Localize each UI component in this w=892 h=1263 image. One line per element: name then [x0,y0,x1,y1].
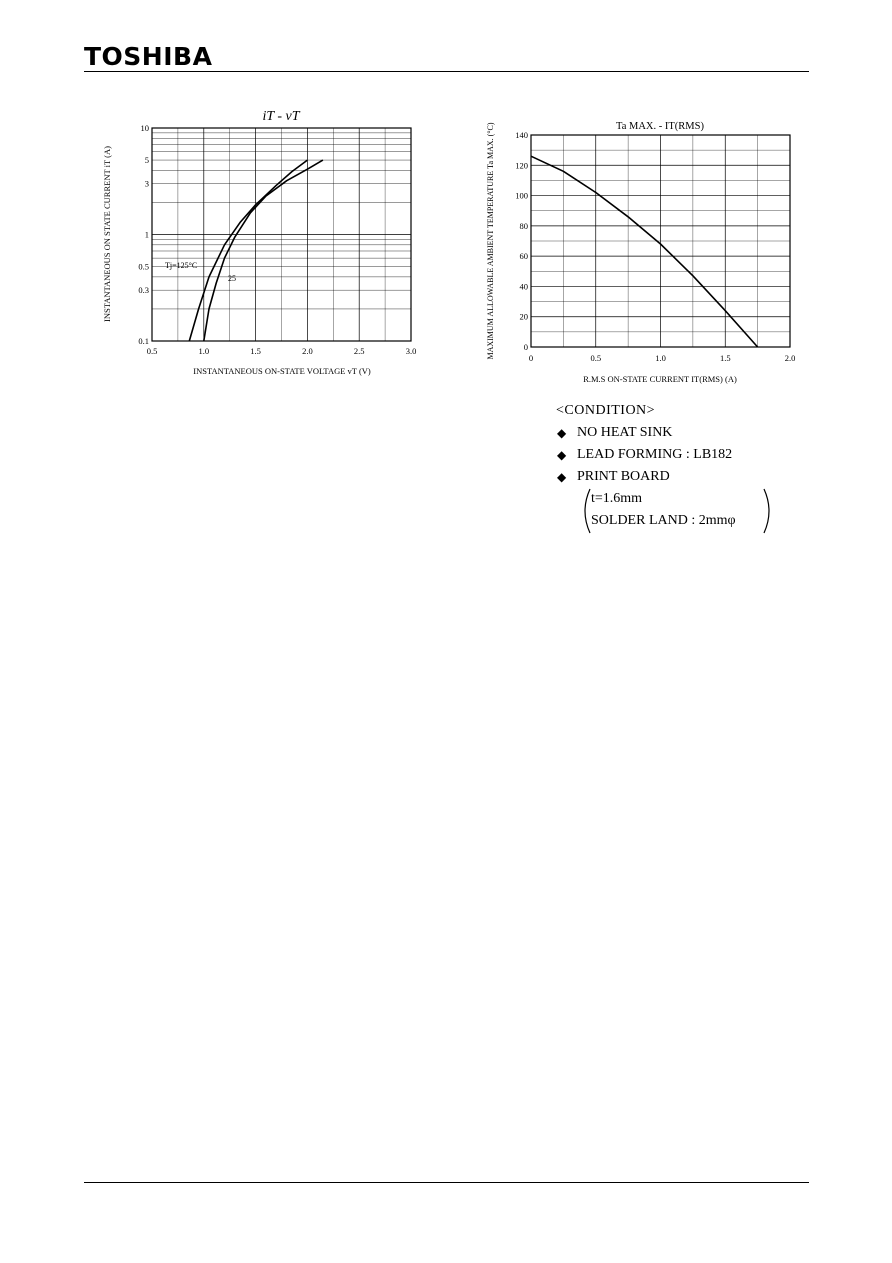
chart1-x-tick-label: 0.5 [146,346,158,356]
chart1-y-tick-label: 5 [144,155,149,166]
chart2-y-tick-label: 80 [519,220,528,231]
right-paren-shape [762,488,776,534]
chart1-y-tick-label: 0.1 [138,336,149,346]
chart1-x-tick-label: 1.5 [250,346,261,356]
chart1-annotation-25: 25 [228,274,236,283]
chart2-xlabel: R.M.S ON-STATE CURRENT IT(RMS) (A) [583,374,737,384]
toshiba-logo: TOSHIBA [84,42,213,71]
condition-item [556,466,736,488]
left-paren-shape [578,488,592,534]
chart1-x-tick-label: 2.0 [302,346,313,356]
chart2-y-tick-label: 20 [519,311,528,322]
chart2-x-tick-label: 0 [528,353,534,363]
chart2-y-tick-label: 0 [523,342,528,352]
chart1-y-tick-label: 0.3 [138,285,149,296]
chart1-x-tick-label: 1.0 [198,346,210,356]
chart1-x-tick-label: 2.5 [353,346,365,356]
chart2-ylabel: MAXIMUM ALLOWABLE AMBIENT TEMPERATURE Ta MAX. (°C) [486,122,495,360]
condition-heading: <CONDITION> [556,403,656,418]
chart2-y-tick-label: 40 [519,281,528,292]
chart1-xlabel: INSTANTANEOUS ON-STATE VOLTAGE vT (V) [193,366,371,376]
chart1-y-tick-label: 1 [144,229,149,240]
chart2-x-tick-label: 1.0 [655,353,666,363]
chart2-x-tick-label: 1.5 [719,353,731,363]
chart2-title: Ta MAX. - IT(RMS) [616,121,704,132]
chart1-annotation-tj125: Tj=125°C [165,261,198,270]
chart1-x-tick-label: 3.0 [405,346,417,356]
chart1-y-tick-label: 0.5 [138,261,149,272]
diamond-icon: ◆ [557,448,567,462]
chart-ta-max-it-rms [0,0,892,420]
condition-item [556,444,736,466]
chart2-y-tick-label: 120 [515,160,528,171]
chart1-y-tick-label: 3 [144,178,149,189]
chart2-x-tick-label: 0.5 [590,353,602,363]
chart2-x-tick-label: 2.0 [784,353,796,363]
chart2-series-line [531,156,758,347]
diamond-icon: ◆ [557,470,567,484]
chart2-y-tick-label: 140 [515,130,528,140]
chart2-y-tick-label: 100 [515,190,528,201]
condition-detail: SOLDER LAND : 2mmφ [591,513,736,528]
condition-item-label: PRINT BOARD [577,469,670,484]
chart1-title: iT - vT [262,109,300,124]
chart1-ylabel: INSTANTANEOUS ON STATE CURRENT iT (A) [102,146,112,322]
condition-item [556,422,736,444]
footer-rule [84,1182,809,1183]
chart1-y-tick-label: 10 [140,123,149,133]
condition-detail: t=1.6mm [591,491,643,506]
condition-item-label: NO HEAT SINK [577,425,673,440]
chart2-y-tick-label: 60 [519,251,528,262]
condition-item-label: LEAD FORMING : LB182 [577,447,733,462]
diamond-icon: ◆ [557,426,567,440]
